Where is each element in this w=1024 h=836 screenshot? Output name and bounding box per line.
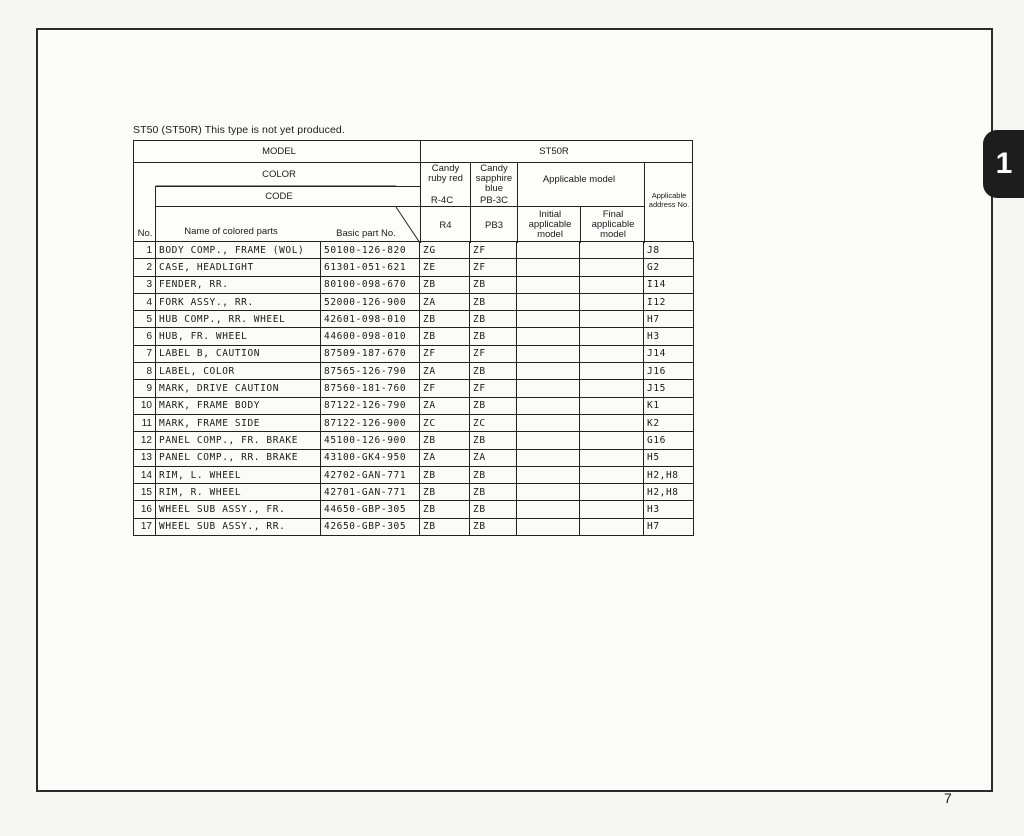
cell-fin xyxy=(580,259,644,276)
cell-c1: ZB xyxy=(420,311,470,328)
cell-c1: ZG xyxy=(420,242,470,259)
cell-c1: ZB xyxy=(420,484,470,501)
table-caption: ST50 (ST50R) This type is not yet produced. xyxy=(133,124,345,136)
cell-name: HUB COMP., RR. WHEEL xyxy=(156,311,321,328)
table-row xyxy=(134,276,694,293)
table-row xyxy=(134,242,694,259)
cell-no: 5 xyxy=(134,311,156,328)
cell-c2: ZB xyxy=(470,501,517,518)
table-row xyxy=(134,328,694,345)
table-row xyxy=(134,345,694,362)
cell-fin xyxy=(580,363,644,380)
cell-part: 87509-187-670 xyxy=(321,345,420,362)
cell-fin xyxy=(580,414,644,431)
cell-init xyxy=(517,414,580,431)
cell-fin xyxy=(580,518,644,535)
table-row xyxy=(134,380,694,397)
cell-fin xyxy=(580,432,644,449)
cell-name: MARK, FRAME BODY xyxy=(156,397,321,414)
cell-addr: I12 xyxy=(644,293,694,310)
cell-name: MARK, FRAME SIDE xyxy=(156,414,321,431)
header-code-label: CODE xyxy=(265,191,293,202)
cell-c2: ZB xyxy=(470,466,517,483)
cell-part: 43100-GK4-950 xyxy=(321,449,420,466)
cell-c1: ZE xyxy=(420,259,470,276)
parts-table xyxy=(133,241,694,536)
table-row xyxy=(134,311,694,328)
cell-init xyxy=(517,432,580,449)
header-code2: PB-3C xyxy=(480,195,508,206)
cell-no: 1 xyxy=(134,242,156,259)
cell-no: 10 xyxy=(134,397,156,414)
cell-part: 52000-126-900 xyxy=(321,293,420,310)
cell-init xyxy=(517,380,580,397)
cell-addr: J15 xyxy=(644,380,694,397)
table-row xyxy=(134,259,694,276)
cell-c2: ZB xyxy=(470,276,517,293)
cell-part: 80100-098-670 xyxy=(321,276,420,293)
cell-fin xyxy=(580,501,644,518)
table-row xyxy=(134,363,694,380)
table-row xyxy=(134,518,694,535)
header-code1: R-4C xyxy=(430,195,454,206)
cell-part: 50100-126-820 xyxy=(321,242,420,259)
cell-no: 6 xyxy=(134,328,156,345)
cell-name: PANEL COMP., RR. BRAKE xyxy=(156,449,321,466)
cell-no: 11 xyxy=(134,414,156,431)
cell-part: 87565-126-790 xyxy=(321,363,420,380)
cell-part: 42650-GBP-305 xyxy=(321,518,420,535)
cell-c2: ZB xyxy=(470,397,517,414)
cell-part: 42601-098-010 xyxy=(321,311,420,328)
table-row xyxy=(134,432,694,449)
cell-fin xyxy=(580,380,644,397)
cell-c2: ZB xyxy=(470,311,517,328)
cell-name: WHEEL SUB ASSY., FR. xyxy=(156,501,321,518)
header-sub2: PB3 xyxy=(485,220,503,231)
cell-no: 15 xyxy=(134,484,156,501)
cell-part: 44600-098-010 xyxy=(321,328,420,345)
cell-init xyxy=(517,242,580,259)
cell-name: LABEL, COLOR xyxy=(156,363,321,380)
cell-init xyxy=(517,397,580,414)
header-part-label: Basic part No. xyxy=(336,228,396,239)
cell-c1: ZA xyxy=(420,293,470,310)
cell-fin xyxy=(580,397,644,414)
cell-init xyxy=(517,311,580,328)
cell-no: 9 xyxy=(134,380,156,397)
cell-fin xyxy=(580,449,644,466)
cell-no: 2 xyxy=(134,259,156,276)
header-applicable-model: Applicable model xyxy=(542,174,616,185)
cell-part: 45100-126-900 xyxy=(321,432,420,449)
header-sub1: R4 xyxy=(439,220,452,231)
cell-addr: H3 xyxy=(644,501,694,518)
cell-c2: ZF xyxy=(470,380,517,397)
header-no-label: No. xyxy=(137,228,153,239)
chapter-tab: 1 xyxy=(983,130,1024,198)
cell-fin xyxy=(580,311,644,328)
cell-c1: ZB xyxy=(420,501,470,518)
cell-init xyxy=(517,501,580,518)
cell-no: 13 xyxy=(134,449,156,466)
cell-addr: K2 xyxy=(644,414,694,431)
header-initial-model: Initial applicable model xyxy=(528,209,572,240)
cell-c1: ZC xyxy=(420,414,470,431)
cell-name: LABEL B, CAUTION xyxy=(156,345,321,362)
cell-name: RIM, R. WHEEL xyxy=(156,484,321,501)
cell-c2: ZF xyxy=(470,345,517,362)
table-row xyxy=(134,414,694,431)
header-final-model: Final applicable model xyxy=(591,209,635,240)
cell-addr: I14 xyxy=(644,276,694,293)
table-row xyxy=(134,449,694,466)
header-address-label: Applicable address No. xyxy=(648,191,690,209)
cell-no: 12 xyxy=(134,432,156,449)
cell-addr: H7 xyxy=(644,518,694,535)
table-row xyxy=(134,466,694,483)
header-color1: Candy ruby red xyxy=(428,163,463,184)
cell-c1: ZF xyxy=(420,345,470,362)
table-row xyxy=(134,293,694,310)
cell-name: PANEL COMP., FR. BRAKE xyxy=(156,432,321,449)
table-row xyxy=(134,501,694,518)
cell-init xyxy=(517,484,580,501)
cell-c2: ZB xyxy=(470,432,517,449)
cell-name: HUB, FR. WHEEL xyxy=(156,328,321,345)
cell-fin xyxy=(580,328,644,345)
cell-no: 14 xyxy=(134,466,156,483)
cell-part: 42702-GAN-771 xyxy=(321,466,420,483)
cell-c1: ZB xyxy=(420,328,470,345)
page-number: 7 xyxy=(944,790,952,806)
cell-no: 17 xyxy=(134,518,156,535)
table-row xyxy=(134,484,694,501)
cell-fin xyxy=(580,484,644,501)
cell-c1: ZB xyxy=(420,518,470,535)
cell-addr: H7 xyxy=(644,311,694,328)
cell-c2: ZB xyxy=(470,518,517,535)
cell-c2: ZF xyxy=(470,259,517,276)
cell-addr: G16 xyxy=(644,432,694,449)
cell-addr: H3 xyxy=(644,328,694,345)
cell-c2: ZB xyxy=(470,484,517,501)
cell-fin xyxy=(580,242,644,259)
cell-no: 4 xyxy=(134,293,156,310)
cell-addr: K1 xyxy=(644,397,694,414)
cell-c1: ZF xyxy=(420,380,470,397)
cell-init xyxy=(517,518,580,535)
cell-c1: ZB xyxy=(420,466,470,483)
cell-fin xyxy=(580,466,644,483)
header-model-label: MODEL xyxy=(262,146,296,157)
cell-c1: ZB xyxy=(420,432,470,449)
cell-no: 16 xyxy=(134,501,156,518)
cell-fin xyxy=(580,276,644,293)
cell-part: 87122-126-900 xyxy=(321,414,420,431)
cell-name: FENDER, RR. xyxy=(156,276,321,293)
cell-part: 87560-181-760 xyxy=(321,380,420,397)
cell-name: WHEEL SUB ASSY., RR. xyxy=(156,518,321,535)
cell-no: 7 xyxy=(134,345,156,362)
cell-part: 87122-126-790 xyxy=(321,397,420,414)
cell-part: 42701-GAN-771 xyxy=(321,484,420,501)
header-name-label: Name of colored parts xyxy=(184,226,278,237)
cell-init xyxy=(517,293,580,310)
cell-no: 8 xyxy=(134,363,156,380)
cell-c2: ZF xyxy=(470,242,517,259)
header-color2: Candy sapphire blue xyxy=(475,163,513,194)
cell-name: FORK ASSY., RR. xyxy=(156,293,321,310)
cell-name: MARK, DRIVE CAUTION xyxy=(156,380,321,397)
cell-addr: J16 xyxy=(644,363,694,380)
cell-name: RIM, L. WHEEL xyxy=(156,466,321,483)
cell-init xyxy=(517,345,580,362)
cell-c2: ZB xyxy=(470,293,517,310)
cell-part: 61301-051-621 xyxy=(321,259,420,276)
cell-c2: ZA xyxy=(470,449,517,466)
cell-c1: ZA xyxy=(420,397,470,414)
cell-addr: H2,H8 xyxy=(644,466,694,483)
cell-c2: ZB xyxy=(470,363,517,380)
cell-no: 3 xyxy=(134,276,156,293)
table-header xyxy=(133,140,693,242)
header-model-value: ST50R xyxy=(539,146,569,157)
table-row xyxy=(134,397,694,414)
cell-name: CASE, HEADLIGHT xyxy=(156,259,321,276)
cell-addr: H2,H8 xyxy=(644,484,694,501)
cell-c2: ZC xyxy=(470,414,517,431)
cell-addr: G2 xyxy=(644,259,694,276)
cell-fin xyxy=(580,345,644,362)
header-color-label: COLOR xyxy=(262,169,296,180)
cell-c1: ZA xyxy=(420,363,470,380)
cell-fin xyxy=(580,293,644,310)
cell-addr: J8 xyxy=(644,242,694,259)
cell-c1: ZB xyxy=(420,276,470,293)
cell-addr: H5 xyxy=(644,449,694,466)
cell-c2: ZB xyxy=(470,328,517,345)
cell-addr: J14 xyxy=(644,345,694,362)
cell-part: 44650-GBP-305 xyxy=(321,501,420,518)
cell-init xyxy=(517,328,580,345)
cell-init xyxy=(517,449,580,466)
cell-init xyxy=(517,363,580,380)
cell-name: BODY COMP., FRAME (WOL) xyxy=(156,242,321,259)
cell-init xyxy=(517,466,580,483)
cell-c1: ZA xyxy=(420,449,470,466)
cell-init xyxy=(517,259,580,276)
cell-init xyxy=(517,276,580,293)
